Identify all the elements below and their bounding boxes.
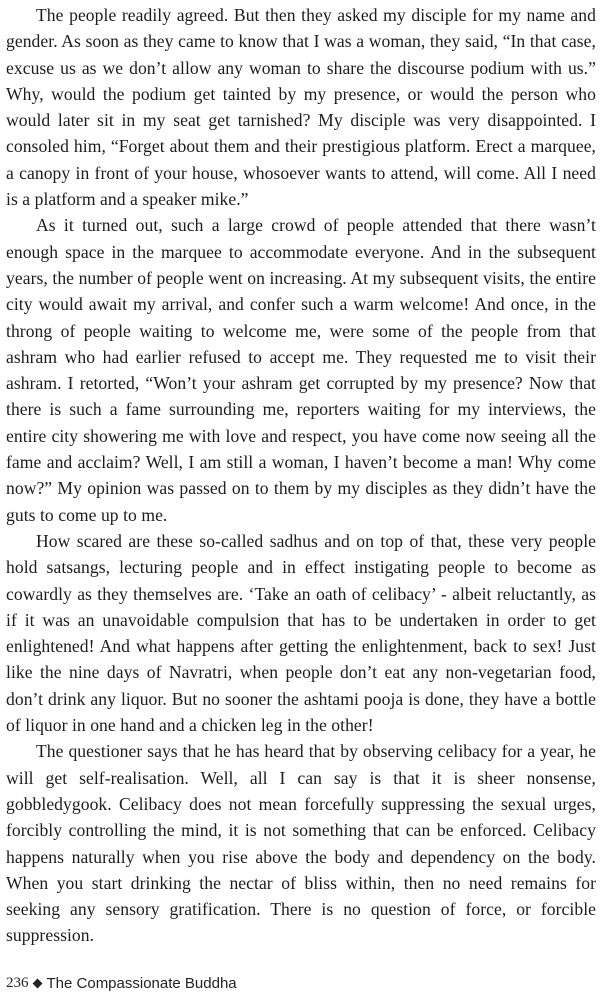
paragraph-1: The people readily agreed. But then they asked my disciple for my name and gender. As soon as they came to know that I was a woman, they said, “In that case, excuse us as we don’t allow any woman to share the discourse podium with us.” Why, would the podium get tainted by my presence, or would the person who would later sit in my seat get tarnished? My disciple was very disappointed. I consoled him, “Forget about them and their prestigious platform. Erect a marquee, a canopy in front of your house, whosoever wants to attend, will come. All I need is a platform and a speaker mike.” xyxy=(6,5,596,210)
diamond-icon xyxy=(32,978,42,988)
paragraph-3: How scared are these so-called sadhus and on top of that, these very people hold satsangs, lecturing people and in effect instigating people to become as cowardly as they themselves are. ‘Take an oath of celibacy’ - albeit reluctantly, as if it was an unavoidable compulsion that has to be undertaken in order to get enlightened! And what happens after getting the enlightenment, back to sex! Just like the nine days of Navratri, when people don’t eat any non-vegetarian food, don’t drink any liquor. But no sooner the ashtami pooja is done, they have a bottle of liquor in one hand and a chicken leg in the other! xyxy=(6,530,596,736)
paragraph-4: The questioner says that he has heard that by observing celibacy for a year, he will get self-realisation. Well, all I can say is that it is sheer nonsense, gobbledygook. Celibacy does not mean forcefully suppressing the sexual urges, forcibly controlling the mind, it is not something that can be enforced. Celibacy happens naturally when you rise above the body and dependency on the body. When you start drinking the nectar of bliss within, then no need remains for seeking any sensory gratification. There is no question of force, or forcible suppression. xyxy=(6,741,596,946)
page-footer xyxy=(6,970,237,996)
page-number: 236 xyxy=(6,974,29,991)
book-title: The Compassionate Buddha xyxy=(46,974,237,992)
paragraph-2: As it turned out, such a large crowd of people attended that there wasn’t enough space in the marquee to accommodate everyone. And in the subsequent years, the number of people went on increasing. At my subsequent visits, the entire city would await my arrival, and confer such a warm welcome! And once, in the throng of people waiting to welcome me, were some of the people from that ashram who had earlier refused to accept me. They requested me to visit their ashram. I retorted, “Won’t your ashram get corrupted by my presence? Now that there is such a fame surrounding me, reporters waiting for my interviews, the entire city showering me with love and respect, you have come now seeing all the fame and acclaim? Well, I am still a woman, I haven’t become a man! Why come now?” My opinion was passed on to them by my disciples as they didn’t have the guts to come up to me. xyxy=(6,215,596,525)
body-text xyxy=(6,2,596,949)
